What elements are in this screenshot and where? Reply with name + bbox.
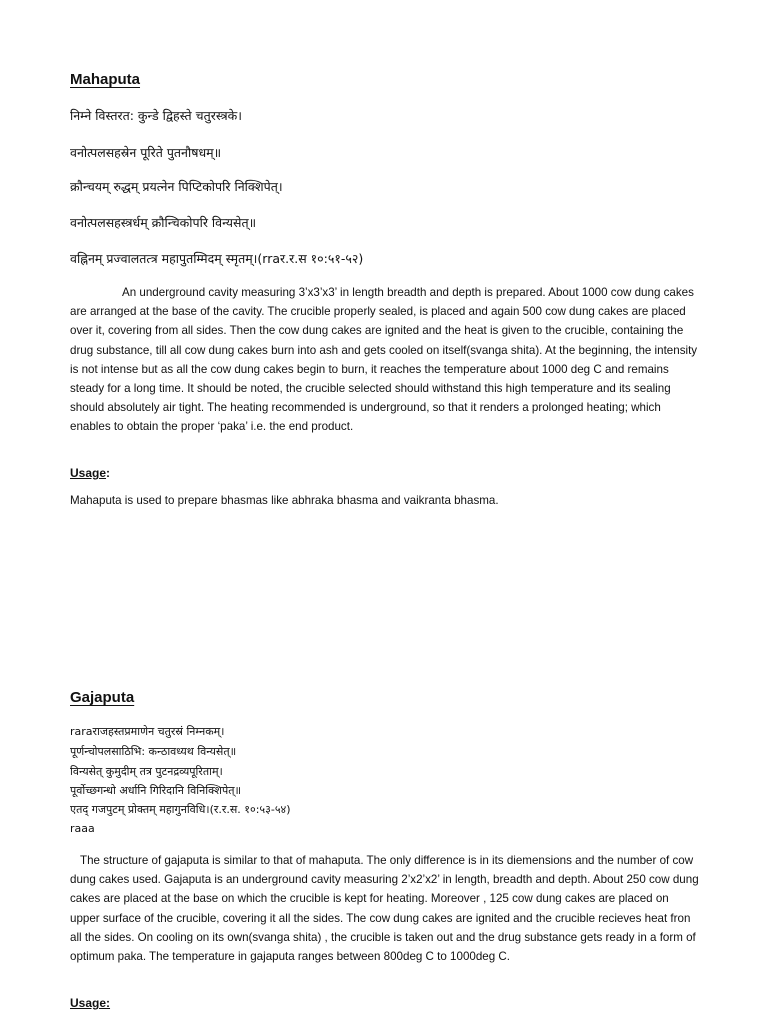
mahaputa-description: An underground cavity measuring 3’x3’x3’ in length breadth and depth is prepared. About 1000 cow dung cakes are arranged at the base of the cavity. The crucible properly sealed, is placed and again 500 cow dung cakes are placed over it, covering from all sides. Then the cow dung cakes are ignited and the heat is given to the crucible, containing the drug substance, till all cow dung cakes burn into ash and gets cooled on itself(svanga shita). At the beginning, the intensity is not intense but as all the cow dung cakes begin to burn, it reaches the temperature about 1000 deg C and remains steady for a long time. It should be noted, the crucible selected should withstand this high temperature and its sealing should absolutely air tight. The heating recommended is underground, so that it renders a prolonged heating; which enables to obtain the proper ‘paka’ i.e. the end product.: [70, 286, 698, 434]
mahaputa-heading: Mahaputa: [70, 71, 141, 88]
gajaputa-verse-4: पूर्वोच्छगन्धो अर्धानि गिरिदानि विनिक्शिपेत्॥: [70, 784, 242, 797]
mahaputa-usage-heading: [70, 466, 110, 480]
gajaputa-verse-5: एतद् गजपुटम् प्रोक्तम् महागुनविधि।(र.र.स. १०:५३-५४): [70, 803, 291, 816]
gajaputa-verse-6: raaa: [70, 822, 95, 835]
gajaputa-verse-2: पूर्णन्चोपलसाठिभि: कन्ठावध्यथ विन्यसेत्॥: [70, 745, 237, 758]
gajaputa-verse-3: विन्यसेत् कुमुदीम् तत्र पुटनद्रव्यपूरिताम्।: [70, 765, 223, 778]
gajaputa-verse-1: raraराजहस्तप्रमाणेन चतुरस्रं निम्नकम्।: [70, 725, 225, 738]
gajaputa-description: The structure of gajaputa is similar to that of mahaputa. The only difference is in its diemensions and the number of cow dung cakes used. Gajaputa is an underground cavity measuring 2’x2’x2’ in length, breadth and depth. About 250 cow dung cakes are placed at the base on which the crucible is kept for heating. Moreover , 125 cow dung cakes are placed on upper surface of the crucible, covering it all the sides. The cow dung cakes are ignited and the crucible recieves heat fron all the sides. On cooling on its own(svanga shita) , the crucible is taken out and the drug substance gets ready in a form of optimum paka. The temperature in gajaputa ranges between 800deg C to 1000deg C.: [70, 854, 699, 964]
mahaputa-verse-2: वनोत्पलसहस्रेन पूरिते पुतनौषधम्॥: [70, 145, 222, 160]
gajaputa-usage-colon: :: [106, 996, 111, 1010]
mahaputa-usage-label: Usage: [70, 466, 107, 480]
gajaputa-usage-heading: [70, 996, 110, 1010]
mahaputa-verse-3: क्रौन्चयम् रुद्धम् प्रयत्नेन पिप्टिकोपरि निक्शिपेत्।: [70, 179, 283, 194]
mahaputa-usage-text: Mahaputa is used to prepare bhasmas like abhraka bhasma and vaikranta bhasma.: [70, 494, 499, 507]
mahaputa-usage-colon: :: [106, 466, 111, 480]
gajaputa-heading: Gajaputa: [70, 689, 135, 706]
mahaputa-verse-5: वह्निनम् प्रज्वालतत्त्र महापुतम्मिदम् स्मृतम्।(rraर.र.स १०:५१-५२): [70, 251, 364, 266]
mahaputa-verse-4: वनोत्पलसहस्त्रर्धम् क्रौन्चिकोपरि विन्यसेत्॥: [70, 215, 257, 230]
mahaputa-verse-1: निम्ने विस्तरत: कुन्डे द्विहस्ते चतुरस्त्रके।: [70, 108, 242, 123]
gajaputa-usage-label: Usage: [70, 996, 107, 1010]
